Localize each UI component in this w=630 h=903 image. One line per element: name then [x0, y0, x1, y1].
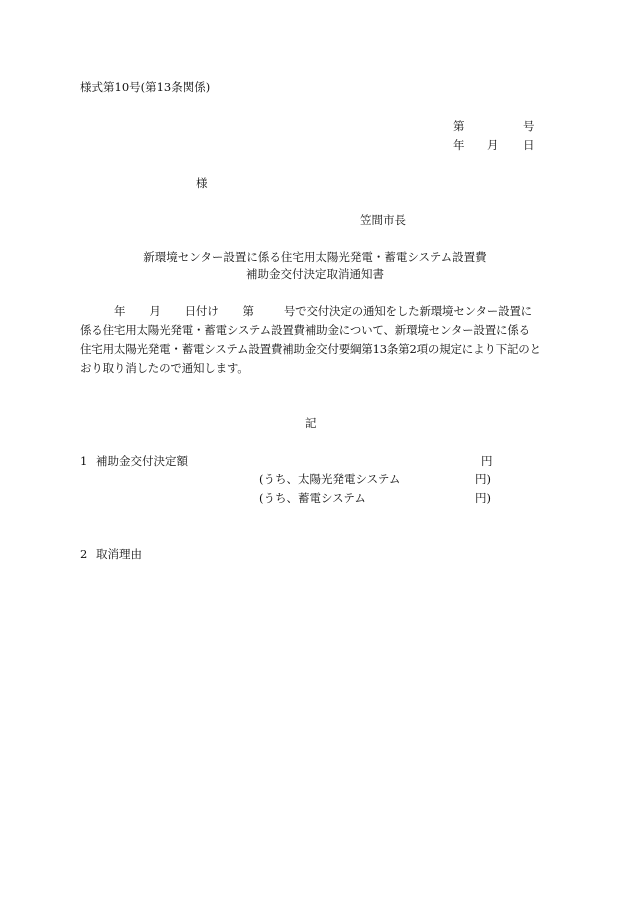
- title-line-2: 補助金交付決定取消通知書: [246, 267, 384, 281]
- date-month: 月: [487, 138, 499, 152]
- doc-number-dai: 第: [453, 119, 465, 133]
- form-number: 様式第10号(第13条関係): [80, 80, 211, 94]
- body-paragraph: [80, 302, 550, 378]
- body-month: 月: [149, 304, 161, 318]
- body-line-1-rest: 号で交付決定の通知をした新環境センター設置に: [283, 304, 532, 318]
- issuer: 笠間市長: [360, 213, 406, 227]
- sub-item-storage-label: (うち、蓄電システム: [259, 491, 366, 505]
- item-2-number: 2: [80, 547, 88, 561]
- body-line-1: [80, 302, 550, 321]
- body-dai: 第: [242, 304, 254, 318]
- date-year: 年: [453, 138, 465, 152]
- sub-item-solar-label: (うち、太陽光発電システム: [259, 472, 401, 486]
- doc-number-go: 号: [523, 119, 535, 133]
- body-day-dated: 日付け: [184, 304, 219, 318]
- item-1-unit: 円: [481, 454, 493, 468]
- item-1-number: 1: [80, 454, 88, 468]
- sub-item-storage-unit: 円): [475, 491, 491, 505]
- recipient-suffix: 様: [196, 176, 208, 190]
- body-line-2: 係る住宅用太陽光発電・蓄電システム設置費補助金について、新環境センター設置に係る: [80, 323, 530, 337]
- sub-item-solar-unit: 円): [475, 472, 491, 486]
- title-line-1: 新環境センター設置に係る住宅用太陽光発電・蓄電システム設置費: [143, 250, 487, 264]
- date-day: 日: [523, 138, 535, 152]
- item-2-label: 取消理由: [96, 547, 142, 561]
- ki-heading: 記: [305, 416, 317, 430]
- item-1-label: 補助金交付決定額: [96, 454, 188, 468]
- body-line-4: おり取り消したので通知します。: [80, 361, 249, 375]
- body-year: 年: [114, 304, 126, 318]
- body-line-3: 住宅用太陽光発電・蓄電システム設置費補助金交付要綱第13条第2項の規定により下記のと: [80, 342, 541, 356]
